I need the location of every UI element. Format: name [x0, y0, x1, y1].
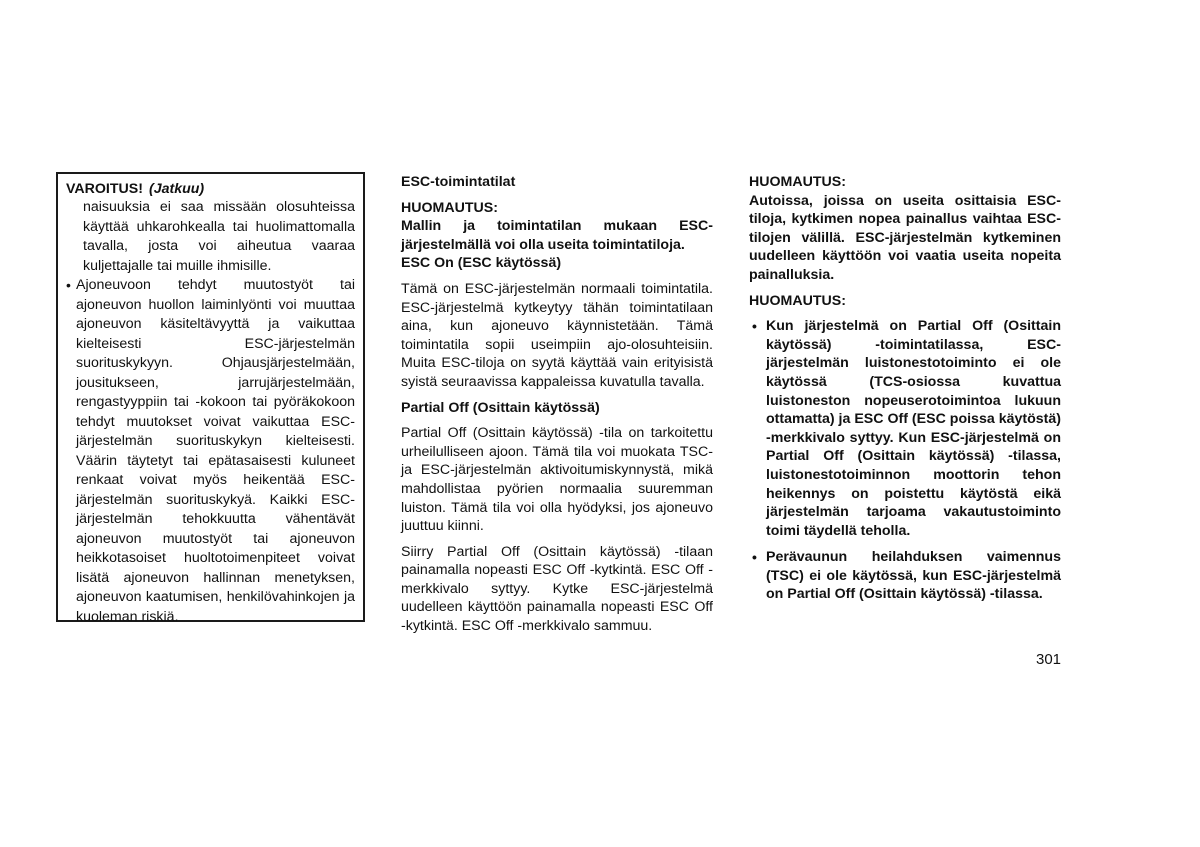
warning-box [56, 172, 365, 625]
bullet-icon: • [752, 318, 757, 335]
warning-bullet-text: Ajoneuvoon tehdyt muutostyöt tai ajoneuvon huollon laiminlyönti voi muuttaa ajoneuvon käsiteltävyyttä ja vaikuttaa kielteisesti ESC-järjestelmän suorituskykyyn. Ohjausjärjestelmään, jousitukseen, jarrujärjestelmään, rengastyyppiin tai -kokoon tai pyöräkokoon tehdyt muutokset voivat vaikuttaa ESC-järjestelmän suorituskykyn kielteisesti. Väärin täytetyt tai epätasaisesti kuluneet renkaat voivat myös heikentää ESC-järjestelmän suorituskykyä. Kaikki ESC-järjestelmän tehokkuutta vähentävät ajoneuvon muutostyöt tai ajoneuvon heikkotasoiset huoltotoimenpiteet voivat lisätä ajoneuvon hallinnan menetyksen, ajoneuvon kaatumisen, henkilövahinkojen ja kuoleman riskiä. [76, 277, 355, 625]
right-column [749, 173, 1061, 612]
warning-label: VAROITUS! [66, 181, 143, 197]
note-label-2: HUOMAUTUS: [749, 292, 846, 309]
warning-bullet [66, 276, 355, 627]
list-item-text: Kun järjestelmä on Partial Off (Osittain käytössä) -toimintatilassa, ESC-järjestelmän luistonestotoiminto ei ole käytössä (TCS-osiossa kuvattua luistoneston nopeuserotoimintoa lukuun ottamatta) ja ESC Off (ESC poissa käytöstä) -merkkivalo syttyy. Kun ESC-järjestelmä on Partial Off (Osittain käytössä) -tilassa, luistonestotoiminnon moottorin tehon heikennys on poistettu käytöstä eikä järjestelmän tarjoama vakautustoiminto toimi täydellä teholla. [766, 318, 1061, 539]
warning-body [66, 198, 355, 627]
note-text: Mallin ja toimintatilan mukaan ESC-järjestelmällä voi olla useita toimintatiloja. [401, 218, 713, 253]
bullet-icon: • [752, 549, 757, 566]
note-label-1: HUOMAUTUS: [749, 174, 846, 190]
note-label: HUOMAUTUS: [401, 199, 498, 216]
warning-continued: (Jatkuu) [148, 181, 205, 197]
bullet-icon: • [66, 277, 71, 293]
section-heading: ESC-toimintatilat [401, 174, 516, 190]
page-number: 301 [1036, 651, 1062, 668]
esc-on-heading: ESC On (ESC käytössä) [401, 255, 562, 272]
partial-off-text: Partial Off (Osittain käytössä) -tila on tarkoitettu urheilulliseen ajoon. Tämä tila voi muokata TSC- ja ESC-järjestelmän aktivoitumiskynnystä, mikä mahdollistaa pyörien normaalia suuremman luiston. Tämä tila voi olla hyödyksi, jos ajoneuvo juuttuu kiinni. [401, 425, 713, 535]
warning-heading [66, 180, 355, 198]
note-text-1: Autoissa, joissa on useita osittaisia ESC-tiloja, kytkimen nopea painallus vaihtaa ESC-tilojen välillä. ESC-järjestelmän kytkeminen uudelleen käyttöön voi vaatia useita nopeita painalluksia. [749, 192, 1061, 283]
esc-on-text: Tämä on ESC-järjestelmän normaali toimintatila. ESC-järjestelmä kytkeytyy tähän toimintatilaan aina, kun ajoneuvo käynnistetään. Tämä toimintatila sopii useimpiin ajo-olosuhteisiin. Muita ESC-tiloja on syytä käyttää vain erityisistä syistä seuraavissa kappaleissa kuvatulla tavalla. [401, 280, 713, 390]
middle-column [401, 173, 713, 643]
list-item [749, 548, 1061, 604]
partial-off-heading: Partial Off (Osittain käytössä) [401, 399, 600, 416]
list-item [749, 317, 1061, 540]
partial-off-text-2: Siirry Partial Off (Osittain käytössä) -tilaan painamalla nopeasti ESC Off -kytkintä. ESC Off -merkkivalo syttyy. Kytke ESC-järjestelmä uudelleen käyttöön painamalla nopeasti ESC Off -kytkintä. ESC Off -merkkivalo sammuu. [401, 543, 713, 635]
warning-intro: naisuuksia ei saa missään olosuhteissa käyttää uhkarohkealla tai huolimattomalla tavalla, josta voi aiheutua vaaraa kuljettajalle tai muille ihmisille. [83, 199, 355, 274]
list-item-text: Perävaunun heilahduksen vaimennus (TSC) ei ole käytössä, kun ESC-järjestelmä on Partial Off (Osittain käytössä) -tilassa. [766, 549, 1061, 603]
